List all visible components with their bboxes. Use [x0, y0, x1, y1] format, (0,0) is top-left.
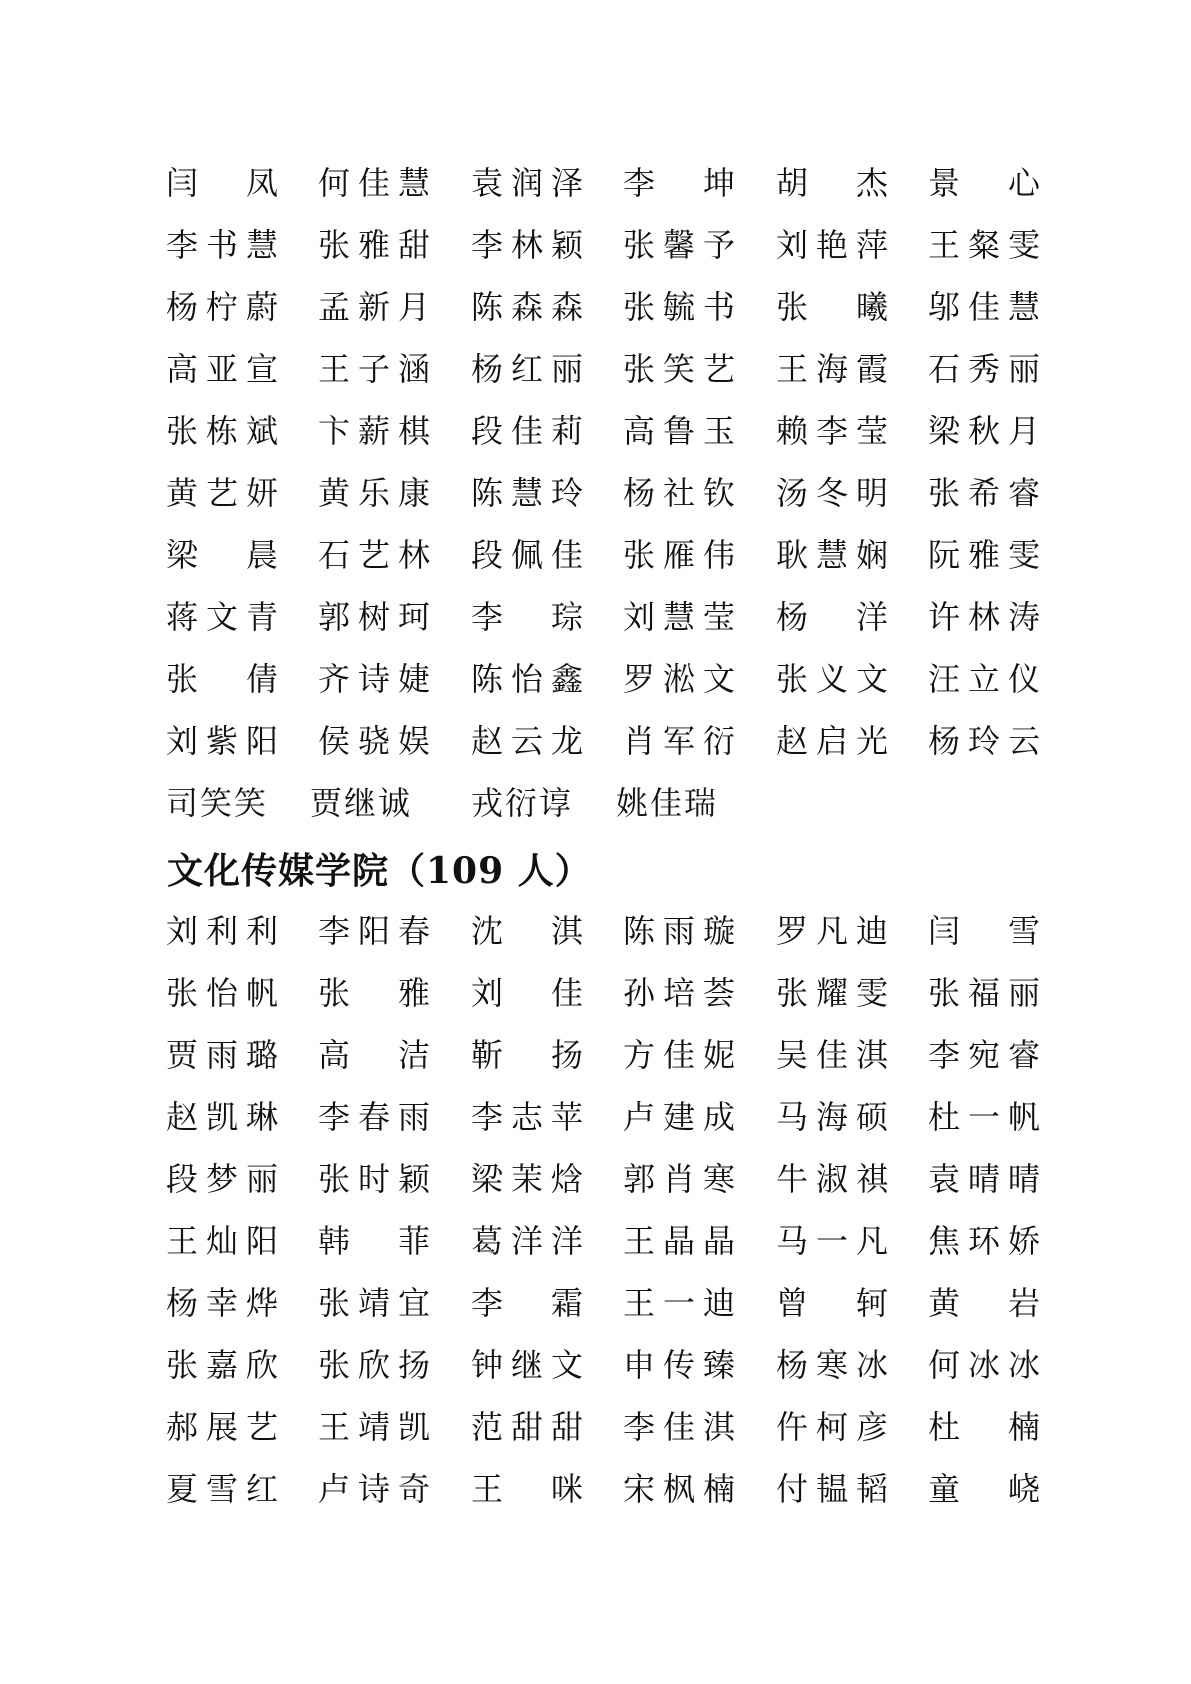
name-row [0, 1340, 1191, 1402]
student-name: 王灿阳 [166, 1222, 278, 1260]
student-name: 王咪 [471, 1470, 583, 1508]
student-name: 王粲雯 [928, 226, 1040, 264]
student-name: 牛淑祺 [776, 1160, 888, 1198]
student-name: 张馨予 [623, 226, 735, 264]
student-name: 阮雅雯 [928, 536, 1040, 574]
name-row [0, 468, 1191, 530]
student-name: 王一迪 [623, 1284, 735, 1322]
student-name: 赖李莹 [776, 412, 888, 450]
name-row-final [0, 778, 1191, 840]
name-row [0, 158, 1191, 220]
student-name: 张靖宜 [318, 1284, 430, 1322]
student-name: 曾轲 [776, 1284, 888, 1322]
name-row [0, 530, 1191, 592]
student-name: 侯骁娱 [318, 722, 430, 760]
student-name: 陈森森 [471, 288, 583, 326]
student-name: 李春雨 [318, 1098, 430, 1136]
name-list-previous-college [0, 158, 1191, 840]
student-name: 黄艺妍 [166, 474, 278, 512]
student-name: 许林涛 [928, 598, 1040, 636]
student-name: 胡杰 [776, 164, 888, 202]
student-name: 卢建成 [623, 1098, 735, 1136]
student-name: 李坤 [623, 164, 735, 202]
student-name: 李霜 [471, 1284, 583, 1322]
name-row [0, 1402, 1191, 1464]
student-name: 张时颖 [318, 1160, 430, 1198]
student-name: 孙培荟 [623, 974, 735, 1012]
student-name: 戎衍谆 [471, 784, 574, 822]
student-name: 袁润泽 [471, 164, 583, 202]
student-name: 张欣扬 [318, 1346, 430, 1384]
student-name: 仵柯彦 [776, 1408, 888, 1446]
name-row [0, 1092, 1191, 1154]
name-row [0, 716, 1191, 778]
name-list-culture-media-college [0, 906, 1191, 1526]
student-name: 陈雨璇 [623, 912, 735, 950]
student-name: 齐诗婕 [318, 660, 430, 698]
name-row [0, 1464, 1191, 1526]
student-name: 石艺林 [318, 536, 430, 574]
student-name: 梁晨 [166, 536, 278, 574]
student-name: 卞薪棋 [318, 412, 430, 450]
student-name: 高鲁玉 [623, 412, 735, 450]
student-name: 张耀雯 [776, 974, 888, 1012]
name-row [0, 282, 1191, 344]
student-name: 赵云龙 [471, 722, 583, 760]
student-name: 马一凡 [776, 1222, 888, 1260]
student-name: 张雁伟 [623, 536, 735, 574]
student-name: 夏雪红 [166, 1470, 278, 1508]
student-name: 吴佳淇 [776, 1036, 888, 1074]
student-name: 刘艳萍 [776, 226, 888, 264]
student-name: 杨幸烨 [166, 1284, 278, 1322]
student-name: 杜一帆 [928, 1098, 1040, 1136]
student-name: 耿慧娴 [776, 536, 888, 574]
student-name: 焦环娇 [928, 1222, 1040, 1260]
student-name: 蒋文青 [166, 598, 278, 636]
student-name: 杜楠 [928, 1408, 1040, 1446]
student-name: 沈淇 [471, 912, 583, 950]
student-name: 卢诗奇 [318, 1470, 430, 1508]
name-row [0, 906, 1191, 968]
student-name: 郝展艺 [166, 1408, 278, 1446]
student-name: 王子涵 [318, 350, 430, 388]
student-name: 张嘉欣 [166, 1346, 278, 1384]
student-name: 宋枫楠 [623, 1470, 735, 1508]
student-name: 汪立仪 [928, 660, 1040, 698]
student-name: 刘佳 [471, 974, 583, 1012]
student-name: 何冰冰 [928, 1346, 1040, 1384]
student-name: 张倩 [166, 660, 278, 698]
student-name: 邬佳慧 [928, 288, 1040, 326]
student-name: 靳扬 [471, 1036, 583, 1074]
student-name: 何佳慧 [318, 164, 430, 202]
student-name: 陈慧玲 [471, 474, 583, 512]
student-name: 张栋斌 [166, 412, 278, 450]
name-row [0, 406, 1191, 468]
student-name: 杨洋 [776, 598, 888, 636]
section-heading: 文化传媒学院（109 人） [167, 850, 592, 892]
student-name: 赵启光 [776, 722, 888, 760]
student-name: 梁秋月 [928, 412, 1040, 450]
student-name: 张雅 [318, 974, 430, 1012]
student-name: 闫凤 [166, 164, 278, 202]
student-name: 李书慧 [166, 226, 278, 264]
student-name: 马海硕 [776, 1098, 888, 1136]
student-name: 王晶晶 [623, 1222, 735, 1260]
student-name: 钟继文 [471, 1346, 583, 1384]
student-name: 贾继诚 [310, 784, 413, 822]
student-name: 段梦丽 [166, 1160, 278, 1198]
student-name: 郭树珂 [318, 598, 430, 636]
student-name: 高洁 [318, 1036, 430, 1074]
student-name: 杨寒冰 [776, 1346, 888, 1384]
student-name: 段佩佳 [471, 536, 583, 574]
student-name: 李琮 [471, 598, 583, 636]
student-name: 刘慧莹 [623, 598, 735, 636]
student-name: 张笑艺 [623, 350, 735, 388]
student-name: 刘利利 [166, 912, 278, 950]
student-name: 刘紫阳 [166, 722, 278, 760]
student-name: 张怡帆 [166, 974, 278, 1012]
student-name: 童峣 [928, 1470, 1040, 1508]
student-name: 李林颖 [471, 226, 583, 264]
student-name: 王靖凯 [318, 1408, 430, 1446]
student-name: 王海霞 [776, 350, 888, 388]
name-row [0, 344, 1191, 406]
student-name: 李志苹 [471, 1098, 583, 1136]
student-name: 黄岩 [928, 1284, 1040, 1322]
student-name: 付韫韬 [776, 1470, 888, 1508]
student-name: 张曦 [776, 288, 888, 326]
student-name: 张雅甜 [318, 226, 430, 264]
student-name: 杨社钦 [623, 474, 735, 512]
student-name: 梁茉焓 [471, 1160, 583, 1198]
student-name: 张希睿 [928, 474, 1040, 512]
student-name: 高亚宣 [166, 350, 278, 388]
student-name: 罗凡迪 [776, 912, 888, 950]
student-name: 杨玲云 [928, 722, 1040, 760]
student-name: 方佳妮 [623, 1036, 735, 1074]
name-row [0, 592, 1191, 654]
name-row [0, 968, 1191, 1030]
student-name: 赵凯琳 [166, 1098, 278, 1136]
student-name: 陈怡鑫 [471, 660, 583, 698]
student-name: 张毓书 [623, 288, 735, 326]
name-row [0, 1030, 1191, 1092]
student-name: 申传臻 [623, 1346, 735, 1384]
name-row [0, 1216, 1191, 1278]
student-name: 罗淞文 [623, 660, 735, 698]
student-name: 郭肖寒 [623, 1160, 735, 1198]
student-name: 景心 [928, 164, 1040, 202]
name-row [0, 1278, 1191, 1340]
student-name: 张义文 [776, 660, 888, 698]
student-name: 葛洋洋 [471, 1222, 583, 1260]
student-name: 杨柠蔚 [166, 288, 278, 326]
student-name: 袁晴晴 [928, 1160, 1040, 1198]
student-name: 贾雨璐 [166, 1036, 278, 1074]
student-name: 杨红丽 [471, 350, 583, 388]
student-name: 闫雪 [928, 912, 1040, 950]
student-name: 张福丽 [928, 974, 1040, 1012]
student-name: 姚佳瑞 [616, 784, 719, 822]
student-name: 李宛睿 [928, 1036, 1040, 1074]
name-row [0, 654, 1191, 716]
name-row [0, 220, 1191, 282]
student-name: 汤冬明 [776, 474, 888, 512]
student-name: 范甜甜 [471, 1408, 583, 1446]
student-name: 韩菲 [318, 1222, 430, 1260]
student-name: 石秀丽 [928, 350, 1040, 388]
student-name: 司笑笑 [166, 784, 269, 822]
student-name: 黄乐康 [318, 474, 430, 512]
student-name: 李阳春 [318, 912, 430, 950]
student-name: 段佳莉 [471, 412, 583, 450]
student-name: 肖军衍 [623, 722, 735, 760]
student-name: 孟新月 [318, 288, 430, 326]
student-name: 李佳淇 [623, 1408, 735, 1446]
name-row [0, 1154, 1191, 1216]
